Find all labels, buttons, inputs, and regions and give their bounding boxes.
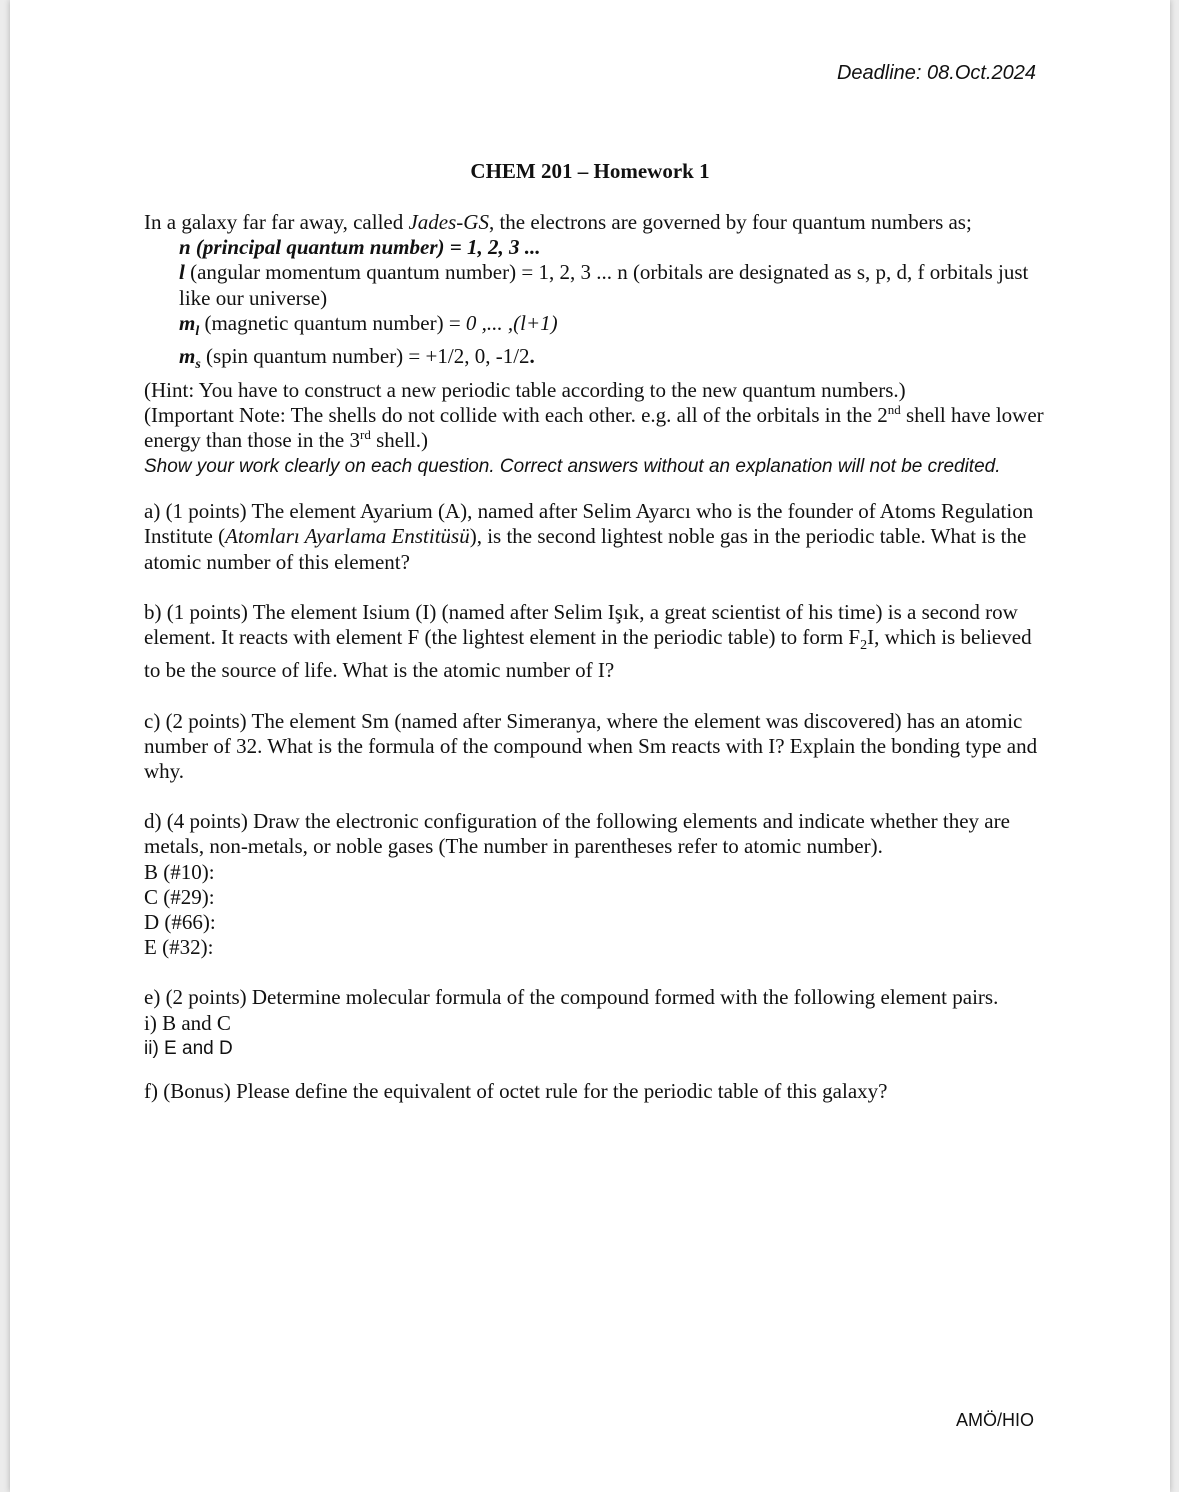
element-item-b: B (#10): [144, 859, 215, 884]
intro-line [144, 210, 1044, 235]
quantum-l [144, 260, 1044, 310]
formula-subscript: 2 [860, 638, 868, 654]
note-sup-nd: nd [887, 401, 901, 417]
note-text-c: shell.) [370, 428, 428, 452]
institute-name: Atomları Ayarlama Enstitüsü [225, 524, 470, 549]
question-d: d) (4 points) Draw the electronic configuration of the following elements and indicate whether they are metals, non-metals, or noble gases (The number in parentheses refer to atomic number). [144, 809, 1010, 859]
important-note [144, 403, 1044, 453]
question-b [144, 600, 1044, 684]
ms-end: . [529, 344, 535, 369]
ms-subscript: s [195, 357, 201, 373]
document-page [10, 0, 1170, 1492]
element-item-c: C (#29): [144, 884, 215, 909]
quantum-ms [144, 344, 1044, 377]
question-a [144, 499, 1044, 575]
question-c: c) (2 points) The element Sm (named after Simeranya, where the element was discovered) has an atomic number of 32. What is the formula of the compound when Sm reacts with I? Explain the bonding type and why. [144, 708, 1038, 784]
quantum-n: n (principal quantum number) = 1, 2, 3 ... [179, 235, 541, 260]
footer-initials: AMÖ/HIO [955, 1410, 1034, 1430]
question-b-text-end: I, which is believed to be the source of life. What is the atomic number of I? [144, 625, 1032, 683]
question-e: e) (2 points) Determine molecular formula of the compound formed with the following element pairs. [144, 985, 999, 1010]
l-text: (angular momentum quantum number) = 1, 2, 3 ... n (orbitals are designated as s, p, d, f orbitals just like our universe) [179, 260, 1029, 310]
element-item-e: E (#32): [144, 935, 214, 960]
ml-value: 0 ,... ,(l+1) [465, 310, 558, 335]
intro-text: In a galaxy far far away, called [144, 210, 409, 234]
galaxy-name: Jades-GS [408, 210, 489, 234]
pair-item-2: ii) E and D [144, 1037, 233, 1059]
show-work-instruction: Show your work clearly on each question. Correct answers without an explanation will not be credited. [144, 456, 1001, 478]
element-item-d: D (#66): [144, 910, 216, 935]
ms-symbol: m [179, 344, 196, 369]
deadline-text: Deadline: 08.Oct.2024 [836, 62, 1036, 84]
question-b-text: b) (1 points) The element Isium (I) (named after Selim Işık, a great scientist of his time) is a second row element. It reacts with element F (the lightest element in the periodic table) to form F [144, 599, 1018, 650]
ms-text: (spin quantum number) = +1/2, 0, -1/2 [200, 344, 530, 369]
quantum-ml [144, 311, 1044, 344]
note-sup-rd: rd [359, 427, 371, 442]
note-text-b: shell have lower energy than those in the 3 [144, 402, 1044, 452]
question-f: f) (Bonus) Please define the equivalent of octet rule for the periodic table of this galaxy? [144, 1079, 888, 1104]
ml-symbol: m [179, 310, 196, 335]
ml-text: (magnetic quantum number) = [199, 310, 466, 335]
note-text-a: (Important Note: The shells do not collide with each other. e.g. all of the orbitals in the 2 [144, 402, 888, 427]
l-symbol: l [179, 260, 185, 285]
page-title: CHEM 201 – Homework 1 [470, 159, 710, 183]
pair-item-1: i) B and C [144, 1010, 231, 1035]
ml-subscript: l [195, 324, 200, 339]
question-a-text-end: ), is the second lightest noble gas in the periodic table. What is the atomic number of this element? [144, 524, 1027, 574]
question-a-text: a) (1 points) The element Ayarium (A), named after Selim Ayarcı who is the founder of Atoms Regulation Institute ( [144, 499, 1034, 549]
document-body [144, 210, 1044, 1104]
intro-text-end: , the electrons are governed by four quantum numbers as; [488, 210, 972, 234]
hint-text: (Hint: You have to construct a new periodic table according to the new quantum numbers.) [144, 377, 906, 402]
